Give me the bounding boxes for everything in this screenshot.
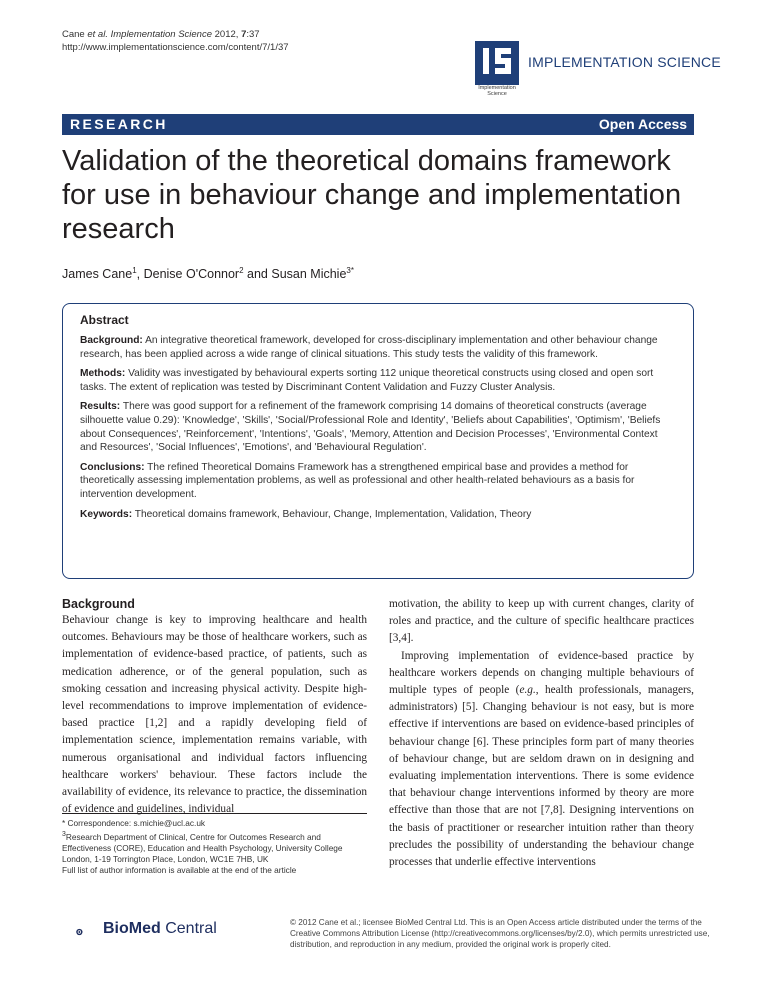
biomed-central-logo-icon (76, 918, 104, 946)
background-paragraph-2: Improving implementation of evidence-based practice by healthcare workers depends on changing multiple behaviours of multiple types of people (e.g., health professionals, managers, administrators) [5]. Changing behaviour is not easy, but is more effective if interventions are based on evidence-based principles of behaviour change [6]. These principles form part of many theories of behaviour change, but are seldom drawn on in designing and evaluating implementation interventions. There is some evidence that behaviour change interventions informed by theory are more effective than those that are not [7,8]. Designing interventions on the basis of practitioner or researcher intuition rather than theory precludes the possibility of understanding the behaviour change processes that underlie effective interventions (389, 649, 694, 869)
author-1[interactable]: James Cane (62, 267, 133, 282)
background-paragraph-1: Behaviour change is key to improving healthcare and health outcomes. Behaviours may be those of healthcare workers, such as implementation of evidence-based practice, of patients, such as medication adherence, or of the general population, such as smoking cessation and increasing physical activity. Despite high-level recommendations to improve implementation of evidence-based practice [1,2] and a rapidly developing field of implementation science, implementation remains variable, with numerous organisational and individual factors influencing healthcare workers' behaviour. These factors include the availability of evidence, its relevance to practice, the dissemination of evidence and guidelines, individual (62, 614, 367, 816)
body-left-column (62, 596, 367, 818)
body-right-column (389, 596, 694, 871)
citation-header (62, 28, 289, 54)
article-type: RESEARCH (70, 116, 168, 132)
abstract-results: Results: There was good support for a refinement of the framework comprising 14 domains of theoretical constructs (average silhouette value 0.29): 'Knowledge', 'Skills', 'Social/Professional Role and Identity', 'Beliefs about Capabilities', 'Optimism', 'Beliefs about Consequences', 'Reinforcement', 'Intentions', 'Goals', 'Memory, Attention and Decision Processes', 'Environmental Context and Resources', 'Social Influences', 'Emotions', and 'Behavioural Regulation'. (80, 401, 661, 454)
open-access-badge[interactable]: Open Access (592, 114, 694, 135)
citation-url[interactable]: http://www.implementationscience.com/content/7/1/37 (62, 42, 289, 53)
correspondence-email[interactable]: * Correspondence: s.michie@ucl.ac.uk (62, 818, 206, 828)
abstract-box (62, 303, 694, 579)
article-type-bar (62, 114, 694, 135)
article-title: Validation of the theoretical domains framework for use in behaviour change and implementation research (62, 145, 682, 245)
correspondence-footnote (62, 813, 367, 876)
implementation-science-logo-icon (475, 41, 519, 85)
abstract-conclusions: Conclusions: The refined Theoretical Domains Framework has a strengthened empirical base and provides a method for theoretically assessing implementation problems, as well as professional and other health-related behaviours as a basis for intervention development. (80, 461, 635, 500)
abstract-keywords: Keywords: Theoretical domains framework, Behaviour, Change, Implementation, Validation, Theory (80, 508, 532, 520)
license-text: © 2012 Cane et al.; licensee BioMed Central Ltd. This is an Open Access article distributed under the terms of the Creative Commons Attribution License (http://creativecommons.org/licenses/by/2.0), which permits unrestricted use, distribution, and reproduction in any medium, provided the original work is properly cited. (290, 918, 710, 949)
affiliation: $^3$Research Department of Clinical, Centre for Outcomes Research and Effectiveness (CORE), Education and Health Psychology, University College London, 1-19 Torrington Place, London, WC1E 7HB, UK (62, 831, 343, 864)
abstract-heading: Abstract (80, 313, 129, 327)
logo-caption: Implementation Science (478, 85, 516, 97)
journal-name[interactable]: IMPLEMENTATION SCIENCE (528, 54, 721, 70)
author-2[interactable]: Denise O'Connor (143, 267, 240, 282)
abstract-background: Background: An integrative theoretical framework, developed for cross-disciplinary implementation and other behaviour change research, has been applied across a wide range of clinical situations. This study tests the validity of this framework. (80, 335, 658, 360)
abstract-methods: Methods: Validity was investigated by behavioural experts sorting 112 unique theoretical constructs using closed and open sort tasks. The extent of replication was tested by Discriminant Content Validation and Fuzzy Cluster Analysis. (80, 368, 654, 393)
author-3[interactable]: Susan Michie (271, 267, 347, 282)
biomed-central-wordmark[interactable]: BioMed Central (103, 920, 217, 937)
background-heading: Background (62, 597, 135, 611)
author-list: James Cane$^1$, Denise O'Connor$^2$ and Susan Michie$^{3*}$ (62, 266, 354, 282)
citation-line: Cane et al. Implementation Science 2012, 7:37 (62, 29, 260, 40)
author-info-note: Full list of author information is available at the end of the article (62, 864, 297, 875)
background-paragraph-1-cont: motivation, the ability to keep up with current changes, clarity of roles and practice, and the culture of specific healthcare practices [3,4]. (389, 598, 694, 645)
